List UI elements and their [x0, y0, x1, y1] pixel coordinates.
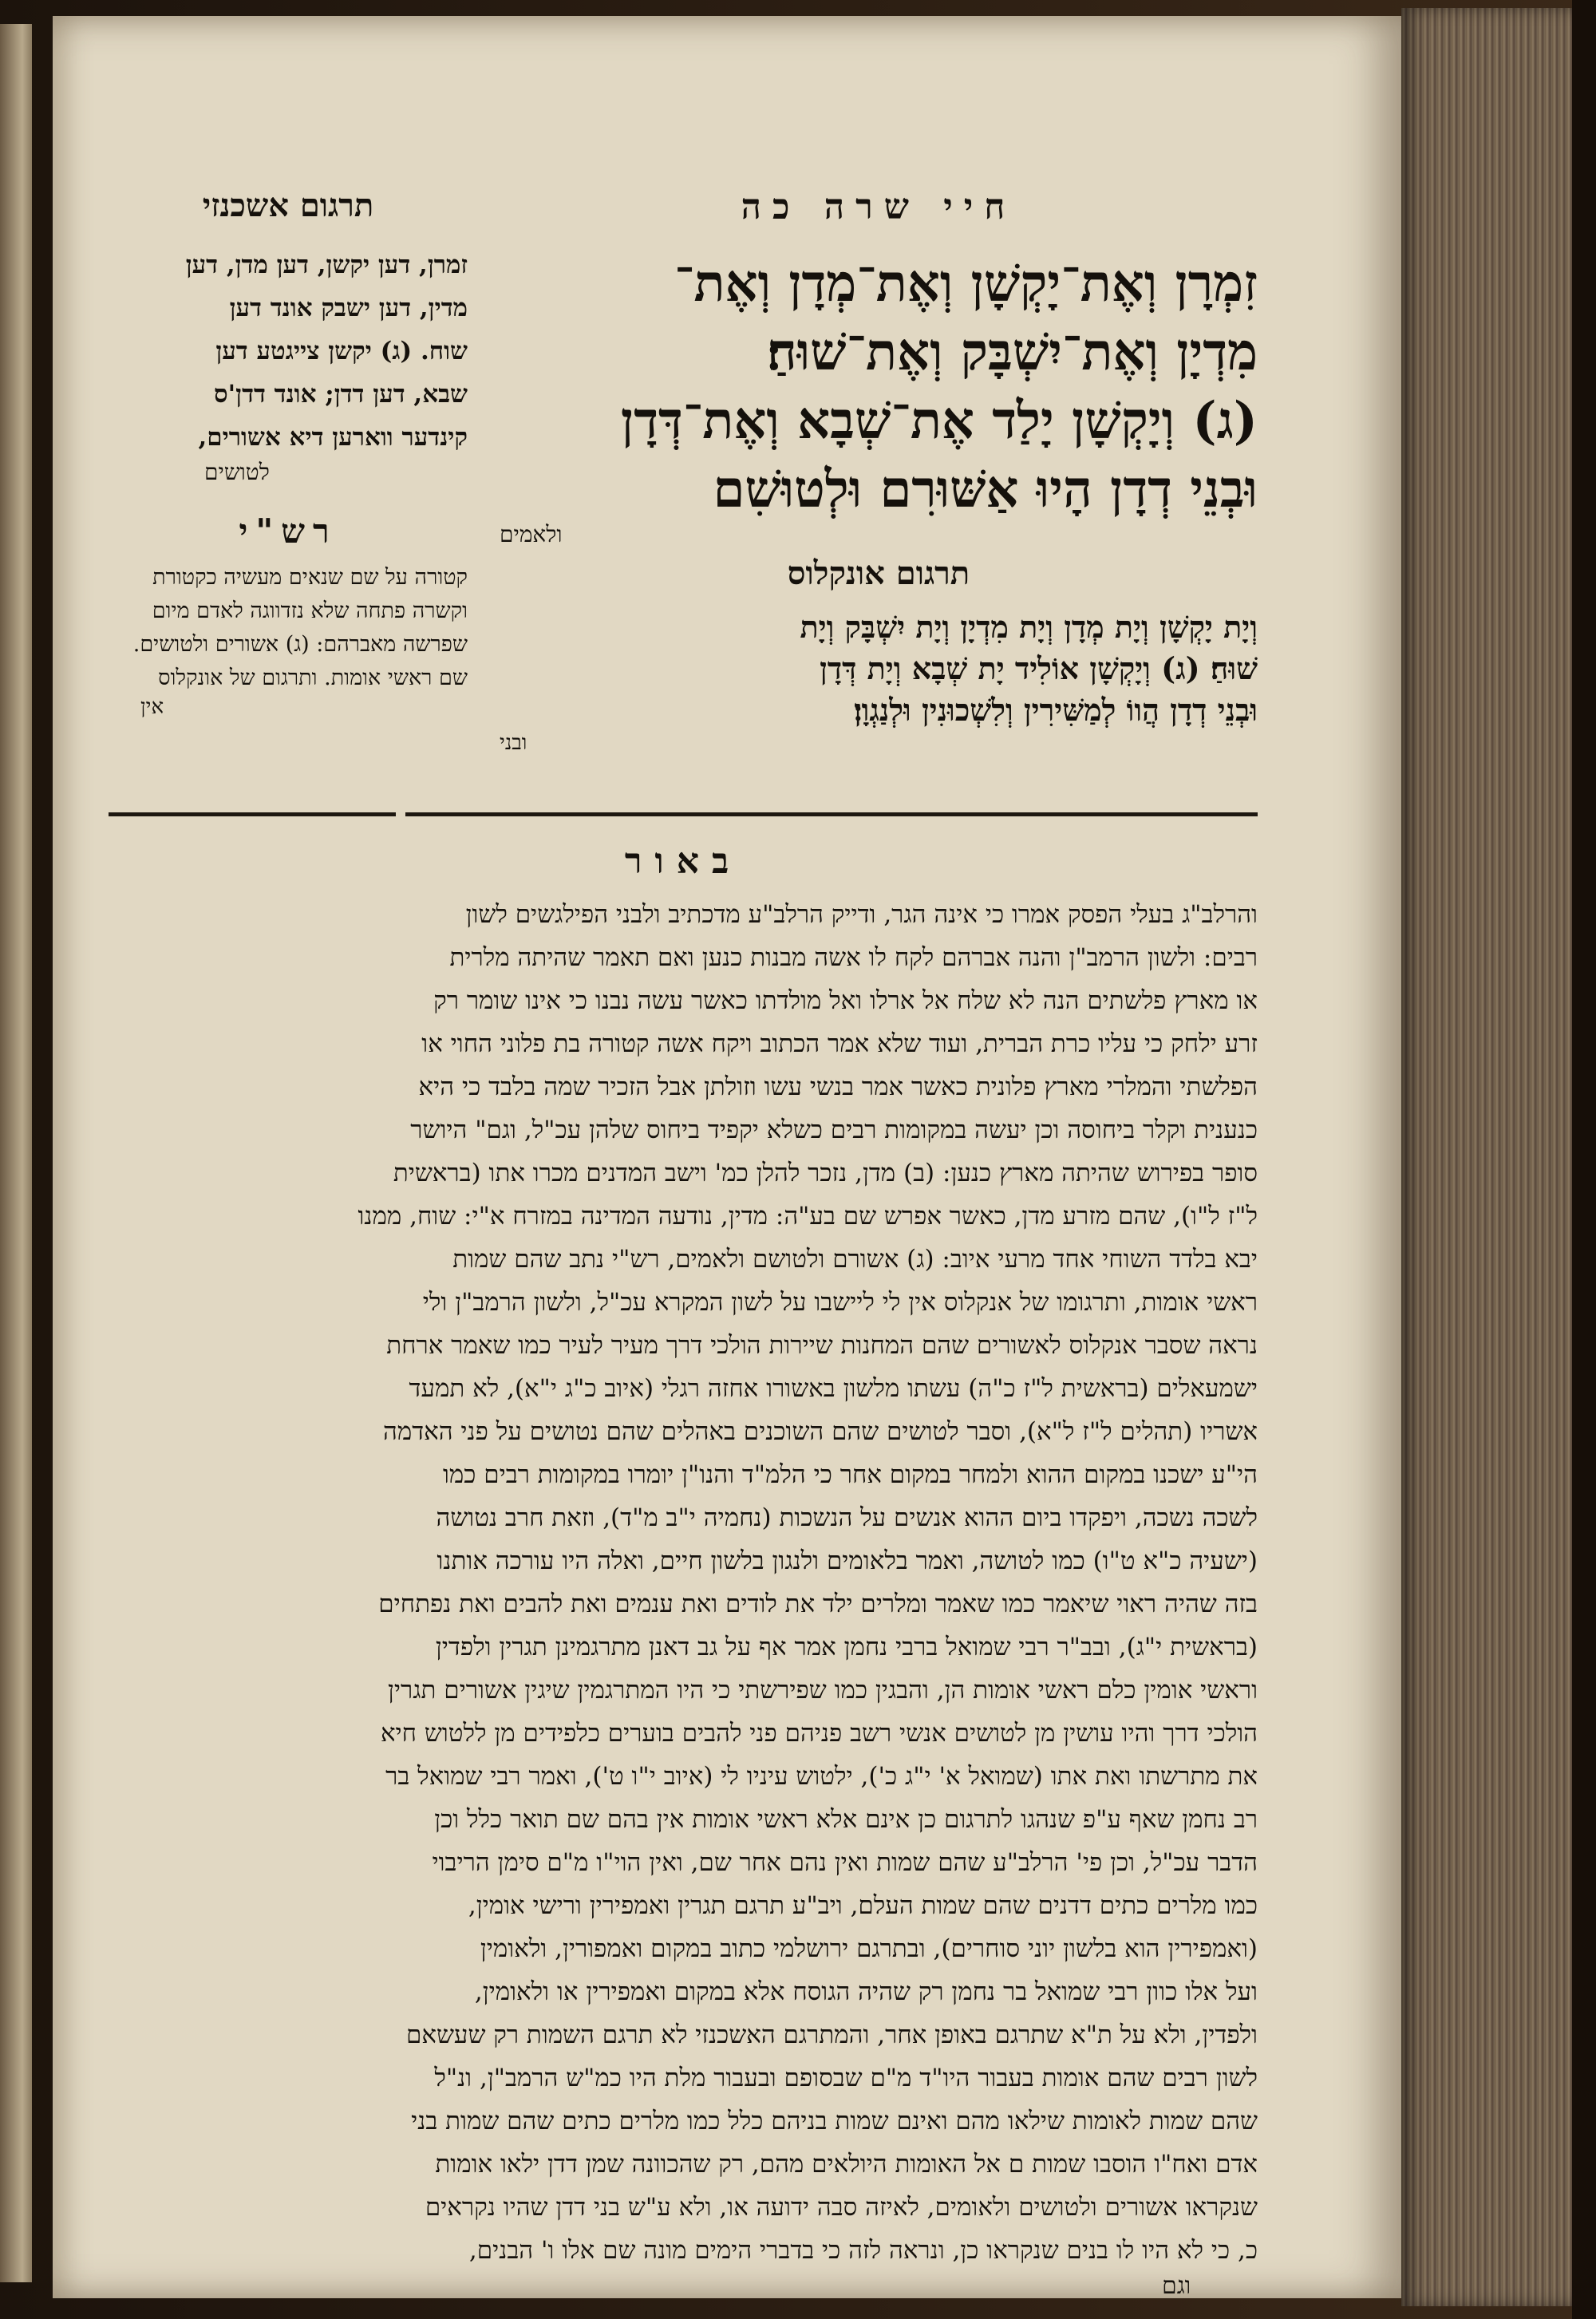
- running-head: חיי שרה כה: [741, 187, 1017, 227]
- biur-header: באור: [624, 841, 742, 882]
- targum-ashkenazi-text: [109, 243, 468, 459]
- biur-line: לשכה נשכה, ויפקדו ביום ההוא אנשים על הנשכות (נחמיה י"ב מ"ד), וזאת חרב נטושה: [436, 1503, 1258, 1532]
- biur-line: רבים: ולשון הרמב"ן והנה אברהם לקח לו אשה מבנות כנען ואם תאמר שהיתה מלרית: [449, 943, 1258, 972]
- biur-line: כנענית וקלר ביחוסה וכן יעשה במקומות רבים כשלא יקפיד ביחוס שלהן עכ"ל, וגם" היושר: [410, 1116, 1258, 1144]
- biur-line: הולכי דרך והיו עושין מן לטושים אנשי רשב פניהם פני להבים בוערים כלפידים מן ללטוש חיא: [380, 1719, 1258, 1748]
- biur-line: זרע ילחק כי עליו כרת הברית, ועוד שלא אמר הכתוב ויקח אשה קטורה בת פלוני החוי או: [421, 1029, 1258, 1058]
- rashi-line: שפרשה מאברהם: (ג) אשורים ולטושים.: [132, 632, 468, 657]
- biur-line: שהם שמות לאומות שילאו מהם ואינם שמות בניהם כלל כמו מלרים כתים שהם שמות בני: [411, 2107, 1258, 2135]
- verse-catchword: ולאמים: [500, 521, 563, 547]
- biur-line: יבא בלדד השוחי אחד מרעי איוב: (ג) אשורם ולטושם ולאמים, רש"י נתב שהם שמות: [452, 1245, 1258, 1274]
- rashi-header: רש"י: [239, 512, 338, 551]
- rashi-line: שם ראשי אומות. ותרגום של אונקלוס: [158, 666, 468, 690]
- biur-line: את מתרשתו ואת אתו (שמואל א' י"ג כ'), ילטוש עיניו לי (איוב י"ו ט'), ואמר רבי שמואל בר: [385, 1762, 1258, 1791]
- biur-line: ל"ז ל"ו), שהם מזרע מדן, כאשר אפרש שם בע"ה: מדין, נודעה המדינה במזרח א"י: שוח, ממנו: [358, 1202, 1258, 1231]
- upper-section: [109, 168, 1258, 822]
- biur-line: ראשי אומות, ותרגומו של אנקלוס אין לי ליישבו על לשון המקרא עכ"ל, ולשון הרמב"ן ולי: [422, 1288, 1258, 1317]
- rashi-line: וקשרה פתחה שלא נזדווגה לאדם מיום: [152, 599, 468, 623]
- biur-line: אדם ואח"ו הוסבו שמות ם אל האומות היולאים מהם, רק שהכוונה שמן דדן ילאו אומות: [435, 2150, 1258, 2179]
- biur-line: ולפדין, ולא על ת"א שתרגם באופן אחר, והמתרגם האשכנזי לא תרגם השמות רק שעשאם: [406, 2021, 1258, 2049]
- targum-line: מדין, דען ישבק אונד דען: [229, 294, 468, 322]
- section-divider: [109, 812, 1258, 816]
- biur-text: [109, 893, 1258, 2272]
- rashi-catchword: אין: [140, 695, 164, 719]
- biur-section: [109, 822, 1258, 2300]
- book-page: [53, 16, 1401, 2298]
- biur-line: הפלשתי והמלרי מארץ פלונית כאשר אמר בנשי עשו וזולתן אבל הזכיר שמה בלבד כי היא: [418, 1073, 1258, 1101]
- targum-ashkenazi-header: תרגום אשכנזי: [202, 187, 374, 224]
- fore-edge-shadow: [1572, 0, 1596, 2319]
- verse-line: וּבְנֵי דְדָן הָיוּ אַשּׁוּרִם וּלְטוּשִׁם: [713, 460, 1258, 520]
- rashi-text: [109, 561, 468, 695]
- biur-line: (בראשית י"ג), ובב"ר רבי שמואל ברבי נחמן אמר אף על גב דאנן מתרגמינן תגרין ולפדין: [435, 1633, 1258, 1661]
- biur-line: הי"ע ישכנו במקום ההוא ולמחר במקום אחר כי הלמ"ד והנו"ן יומרו במקומות רבים כמו: [442, 1460, 1258, 1489]
- biur-line: ועל אלו כוון רבי שמואל בר נחמן רק שהיה הגוסח אלא במקום ואמפירין או ולאומין,: [474, 1977, 1258, 2006]
- biur-line: הדבר עכ"ל, וכן פי' הרלב"ע שהם שמות ואין נהם אחר שם, ואין הוי"ו מ"ם סימן הריבוי: [432, 1848, 1258, 1877]
- biur-line: לשון רבים שהם אומות בעבור היו"ד מ"ם שבסופם ובעבור מלת היו כמ"ש הרמב"ן, ונ"ל: [434, 2064, 1258, 2092]
- verse-line: זִמְרָן וְאֶת־יָקְשָׁן וְאֶת־מְדָן וְאֶת־: [674, 254, 1258, 314]
- biur-line: ישמעאלים (בראשית ל"ז כ"ה) עשתו מלשון באשורו אחזה רגלי (איוב כ"ג י"א), לא תמעד: [409, 1374, 1258, 1403]
- targum-line: קינדער ווארען דיא אשורים,: [198, 423, 468, 452]
- targum-line: זמרן, דען יקשן, דען מדן, דען: [185, 251, 468, 279]
- targum-line: שבא, דען דדן; אונד דדן'ס: [214, 380, 468, 409]
- biur-line: (ואמפירין הוא בלשון יוני סוחרים), ובתרגם ירושלמי כתוב במקום ואמפורין, ולאומין: [480, 1934, 1258, 1963]
- targum-catchword: לטושים: [204, 459, 270, 485]
- rashi-line: קטורה על שם שנאים מעשיה כקטורת: [152, 565, 468, 590]
- onkelos-line: וּבְנֵי דְדָן הֲווֹ לְמַשִּׁירִין וְלִשְׁכוּנִין וּלְנַגְוָן׃: [853, 692, 1258, 728]
- biur-line: סופר בפירוש שהיתה מארץ כנען: (ב) מדן, נזכר להלן כמ' וישב המדנים מכרו אתו (בראשית: [393, 1159, 1258, 1187]
- biur-line: שנקראו אשורים ולטושים ולאומים, לאיזה סבה ידועה או, ולא ע"ש בני דדן שהיו נקראים: [425, 2193, 1258, 2222]
- verse-column: [500, 168, 1258, 822]
- biur-line: כ, כי לא היו לו בנים שנקראו כן, ונראה לזה כי בדברי הימים מונה שם אלו ו' הבנים,: [468, 2236, 1258, 2265]
- fore-edge: [1401, 8, 1596, 2306]
- onkelos-text: [500, 606, 1258, 731]
- onkelos-line: שׁוּחַ׃ (ג) וְיָקְשָׁן אוֹלִיד יָת שְׁבָא וְיָת דְּדָן: [820, 650, 1258, 686]
- onkelos-line: וְיָת יָקְשָׁן וְיָת מְדָן וְיָת מִדְיָן וְיָת יִשְׁבָּק וְיָת: [800, 609, 1258, 645]
- biur-catchword: וגם: [1162, 2272, 1191, 2300]
- verse-line: (ג) וְיָקְשָׁן יָלַד אֶת־שְׁבָא וְאֶת־דְּדָן: [620, 391, 1258, 451]
- biur-line: או מארץ פלשתים הנה לא שלח אל ארלו ואל מולדתו כאשר עשה נבנו כי אינו שומר רק: [433, 986, 1258, 1015]
- verse-line: מִדְיָן וְאֶת־יִשְׁבָּק וְאֶת־שׁוּחַ׃: [766, 322, 1258, 382]
- verse-text: [500, 250, 1258, 524]
- biur-line: רב נחמן שאף ע"פ שנהגו לתרגום כן אינם אלא ראשי אומות אין בהם שם תואר כלל וכן: [434, 1805, 1258, 1834]
- side-column: [109, 168, 468, 822]
- facing-page-edge: [0, 24, 32, 2282]
- divider-gap: [396, 811, 405, 818]
- biur-line: והרלב"ג בעלי הפסק אמרו כי אינה הגר, ודייק הרלב"ע מדכתיב ולבני הפילגשים לשון: [465, 900, 1258, 929]
- biur-line: בזה שהיה ראוי שיאמר כמו שאמר ומלרים ילד את לודים ואת ענמים ואת להבים ואת נפתחים: [378, 1590, 1258, 1618]
- onkelos-header: תרגום אונקלוס: [787, 555, 970, 592]
- biur-line: אשריו (תהלים ל"ז ל"א), וסבר לטושים שהם השוכנים באהלים שהם נטושים על פני האדמה: [383, 1417, 1258, 1446]
- biur-line: וראשי אומין כלם ראשי אומות הן, והבגין כמו שפירשתי כי היו המתרגמין שיגין אשורים תגרין: [388, 1676, 1258, 1705]
- biur-line: כמו מלרים כתים דדנים שהם שמות העלם, ויב"ע תרגם תגרין ואמפירין ורישי אומין,: [468, 1891, 1258, 1920]
- biur-line: נראה שסבר אנקלוס לאשורים שהם המחנות שיירות הולכי דרך מעיר לעיר כמו שאמר ארחת: [386, 1331, 1258, 1360]
- targum-line: שוח. (ג) יקשן צייגטע דען: [215, 337, 468, 365]
- onkelos-catchword: ובני: [500, 731, 527, 755]
- biur-line: (ישעיה כ"א ט"ו) כמו לטושה, ואמר בלאומים ולנגון בלשון חיים, ואלה היו עורכה אותנו: [437, 1547, 1258, 1575]
